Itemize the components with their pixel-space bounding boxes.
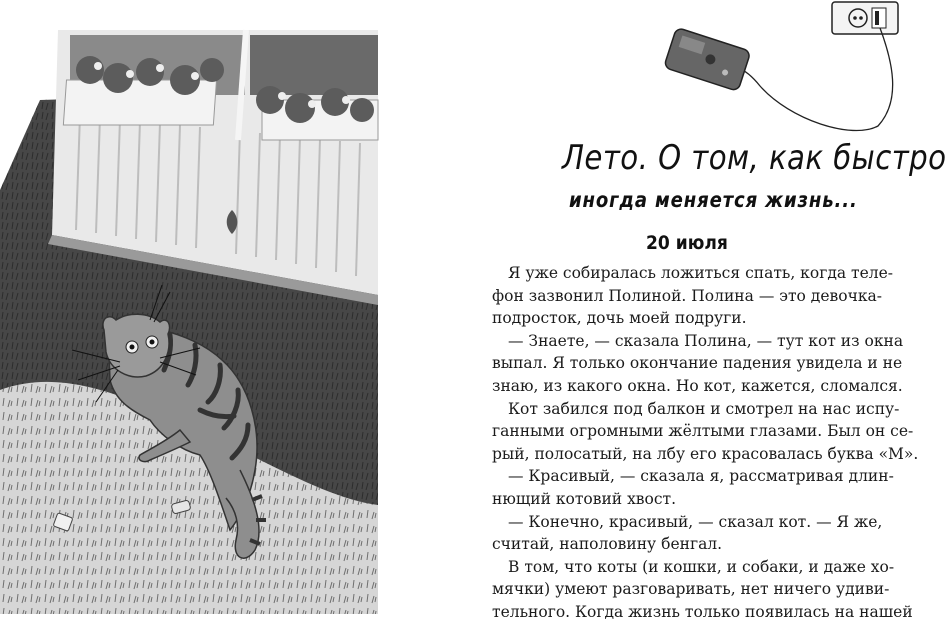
text-line: — Знаете, — сказала Полина, — тут кот из окна [508,331,904,350]
text-line: подросток, дочь моей подруги. [492,309,747,328]
text-line: Кот забился под балкон и смотрел на нас испу- [508,399,900,418]
text-line: выпал. Я только окончание падения увидела и не [492,354,903,373]
chapter-subtitle: иногда меняется жизнь... [569,188,858,212]
text-line: ганными огромными жёлтыми глазами. Был он се- [492,422,914,441]
text-line: мячки) умеют разговаривать, нет ничего удиви- [492,580,890,599]
text-line: В том, что коты (и кошки, и собаки, и даже хо- [508,557,895,576]
cat-illustration [0,30,378,614]
text-line: — Красивый, — сказала я, рассматривая длин- [508,467,894,486]
text-line: нющий котовий хвост. [492,489,677,508]
entry-date: 20 июля [646,232,728,254]
text-line: Я уже собиралась ложиться спать, когда теле- [508,264,894,282]
text-line: знаю, из какого окна. Но кот, кажется, сломался. [492,376,903,395]
text-line: считай, наполовину бенгал. [492,535,723,554]
text-line: — Конечно, красивый, — сказал кот. — Я же, [508,512,883,531]
text-line: фон зазвонил Полиной. Полина — это девочка- [492,286,882,305]
body-text [492,262,919,624]
phone-socket-illustration [640,0,902,140]
text-line: тельного. Когда жизнь только появилась на нашей [492,602,913,621]
chapter-title: Лето. О том, как быстро [562,138,946,178]
text-line: рый, полосатый, на лбу его красовалась буква «М». [492,444,919,463]
